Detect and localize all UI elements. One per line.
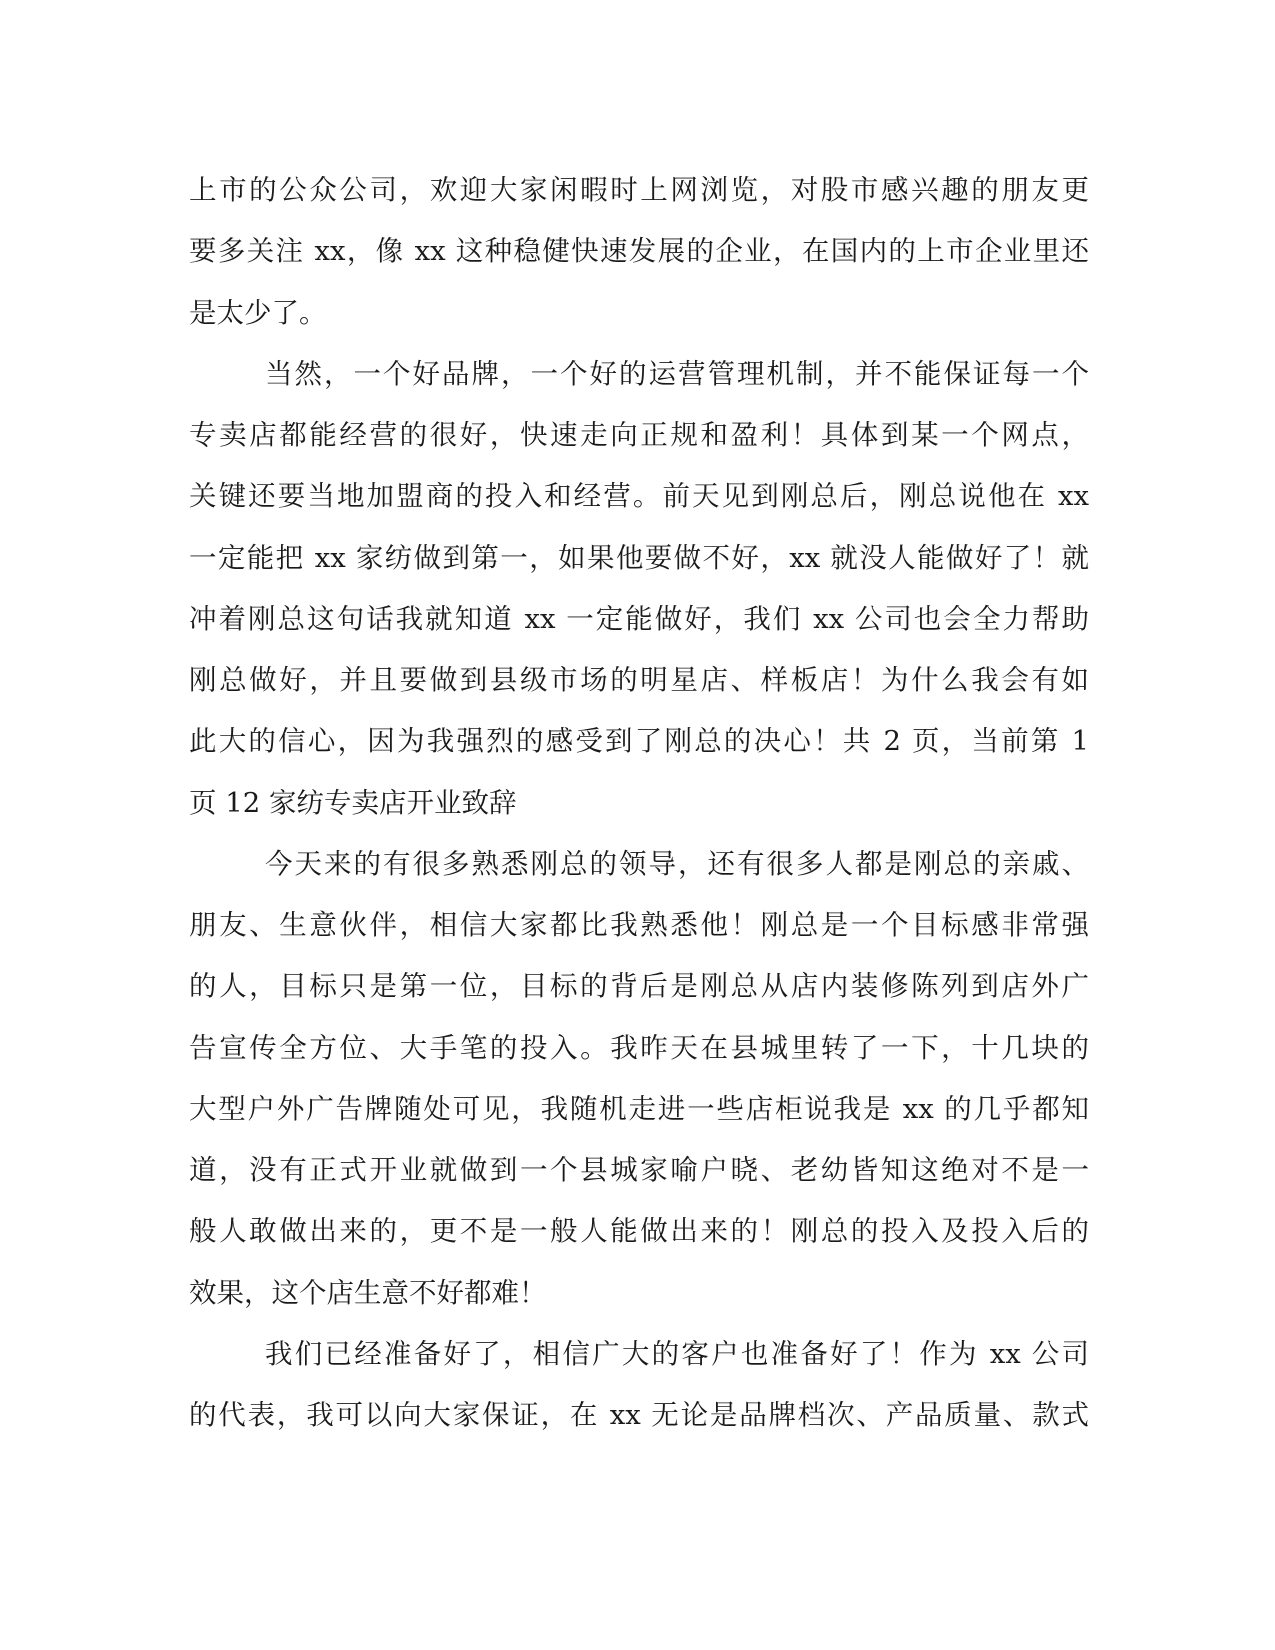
text-line: 刚总做好，并且要做到县级市场的明星店、样板店！为什么我会有如 <box>189 664 1089 696</box>
text-line: 效果，这个店生意不好都难！ <box>189 1276 547 1309</box>
paragraph-first-line: 当然，一个好品牌，一个好的运营管理机制，并不能保证每一个 <box>265 357 1089 390</box>
text-line: 专卖店都能经营的很好，快速走向正规和盈利！具体到某一个网点， <box>189 419 1089 451</box>
paragraph-first-line: 我们已经准备好了，相信广大的客户也准备好了！作为 xx 公司 <box>265 1337 1089 1370</box>
text-line: 关键还要当地加盟商的投入和经营。前天见到刚总后，刚总说他在 xx <box>189 480 1089 513</box>
text-line: 道，没有正式开业就做到一个县城家喻户晓、老幼皆知这绝对不是一 <box>189 1154 1089 1186</box>
text-line: 一定能把 xx 家纺做到第一，如果他要做不好，xx 就没人能做好了！就 <box>189 541 1089 574</box>
text-line: 要多关注 xx，像 xx 这种稳健快速发展的企业，在国内的上市企业里还 <box>189 235 1089 268</box>
text-line: 是太少了。 <box>189 296 327 329</box>
text-line: 冲着刚总这句话我就知道 xx 一定能做好，我们 xx 公司也会全力帮助 <box>189 602 1089 635</box>
text-line: 的人，目标只是第一位，目标的背后是刚总从店内装修陈列到店外广 <box>189 970 1089 1003</box>
text-line: 的代表，我可以向大家保证，在 xx 无论是品牌档次、产品质量、款式 <box>189 1399 1089 1431</box>
paragraph-first-line: 今天来的有很多熟悉刚总的领导，还有很多人都是刚总的亲戚、 <box>265 847 1089 880</box>
text-line: 告宣传全方位、大手笔的投入。我昨天在县城里转了一下，十几块的 <box>189 1031 1089 1064</box>
text-line: 般人敢做出来的，更不是一般人能做出来的！刚总的投入及投入后的 <box>189 1215 1089 1248</box>
document-body <box>189 160 1089 1446</box>
text-line: 大型户外广告牌随处可见，我随机走进一些店柜说我是 xx 的几乎都知 <box>189 1092 1089 1125</box>
text-line: 上市的公众公司，欢迎大家闲暇时上网浏览，对股市感兴趣的朋友更 <box>189 174 1089 206</box>
text-line: 此大的信心，因为我强烈的感受到了刚总的决心！共 2 页，当前第 1 <box>189 725 1089 758</box>
text-line: 朋友、生意伙伴，相信大家都比我熟悉他！刚总是一个目标感非常强 <box>189 909 1089 941</box>
page-indicator-line: 页 12 家纺专卖店开业致辞 <box>189 786 517 819</box>
